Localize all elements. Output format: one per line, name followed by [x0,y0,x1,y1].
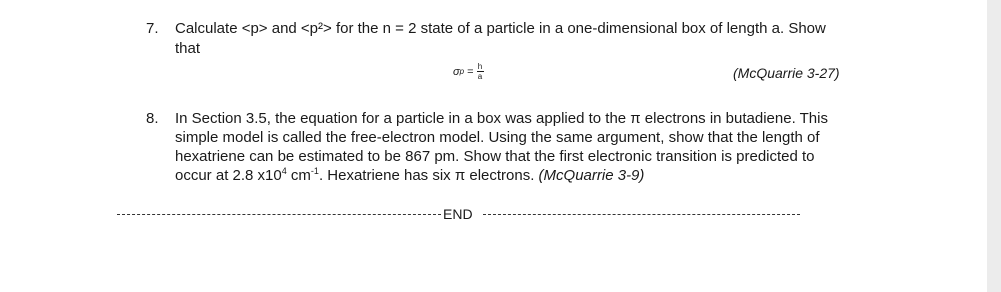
question-8-line-1: In Section 3.5, the equation for a particle in a box was applied to the π electrons in butadiene. This [175,110,828,127]
exponent-minus-1: -1 [310,166,319,176]
question-7-number: 7. [146,20,159,37]
line-4-part-c: . Hexatriene has six π electrons. [318,167,539,184]
question-8-line-3: hexatriene can be estimated to be 867 pm. Show that the first electronic transition is predicted to [175,148,815,165]
line-4-part-a: occur at 2.8 x10 [175,167,282,184]
question-8-number: 8. [146,110,159,127]
question-7-text: Calculate <p> and <p²> for the n = 2 state of a particle in a one-dimensional box of length a. Show [175,20,826,37]
fraction-numerator: h [477,62,483,71]
question-8-line-2: simple model is called the free-electron model. Using the same argument, show that the length of [175,129,820,146]
h-over-a-fraction [477,62,484,81]
question-8-reference: (McQuarrie 3-9) [538,167,645,184]
equals-sign: = [467,65,474,78]
question-8-text [175,109,895,185]
fraction-denominator: a [477,72,483,81]
question-7-line-2: that [175,40,201,57]
exponent-4: 4 [281,166,287,176]
question-7-line-1 [146,19,826,38]
line-4-part-b: cm [286,167,311,184]
end-divider [117,207,800,221]
sigma-subscript: p [459,67,465,76]
momentum-uncertainty-equation [453,62,484,81]
dashed-line-left [117,214,441,215]
dashed-line-right [483,214,800,215]
page-edge-shadow [987,0,1001,292]
question-7-reference: (McQuarrie 3-27) [733,65,840,81]
question-8-line-4 [175,166,895,185]
end-label: END [443,206,473,222]
sigma-symbol: σ [453,65,460,78]
